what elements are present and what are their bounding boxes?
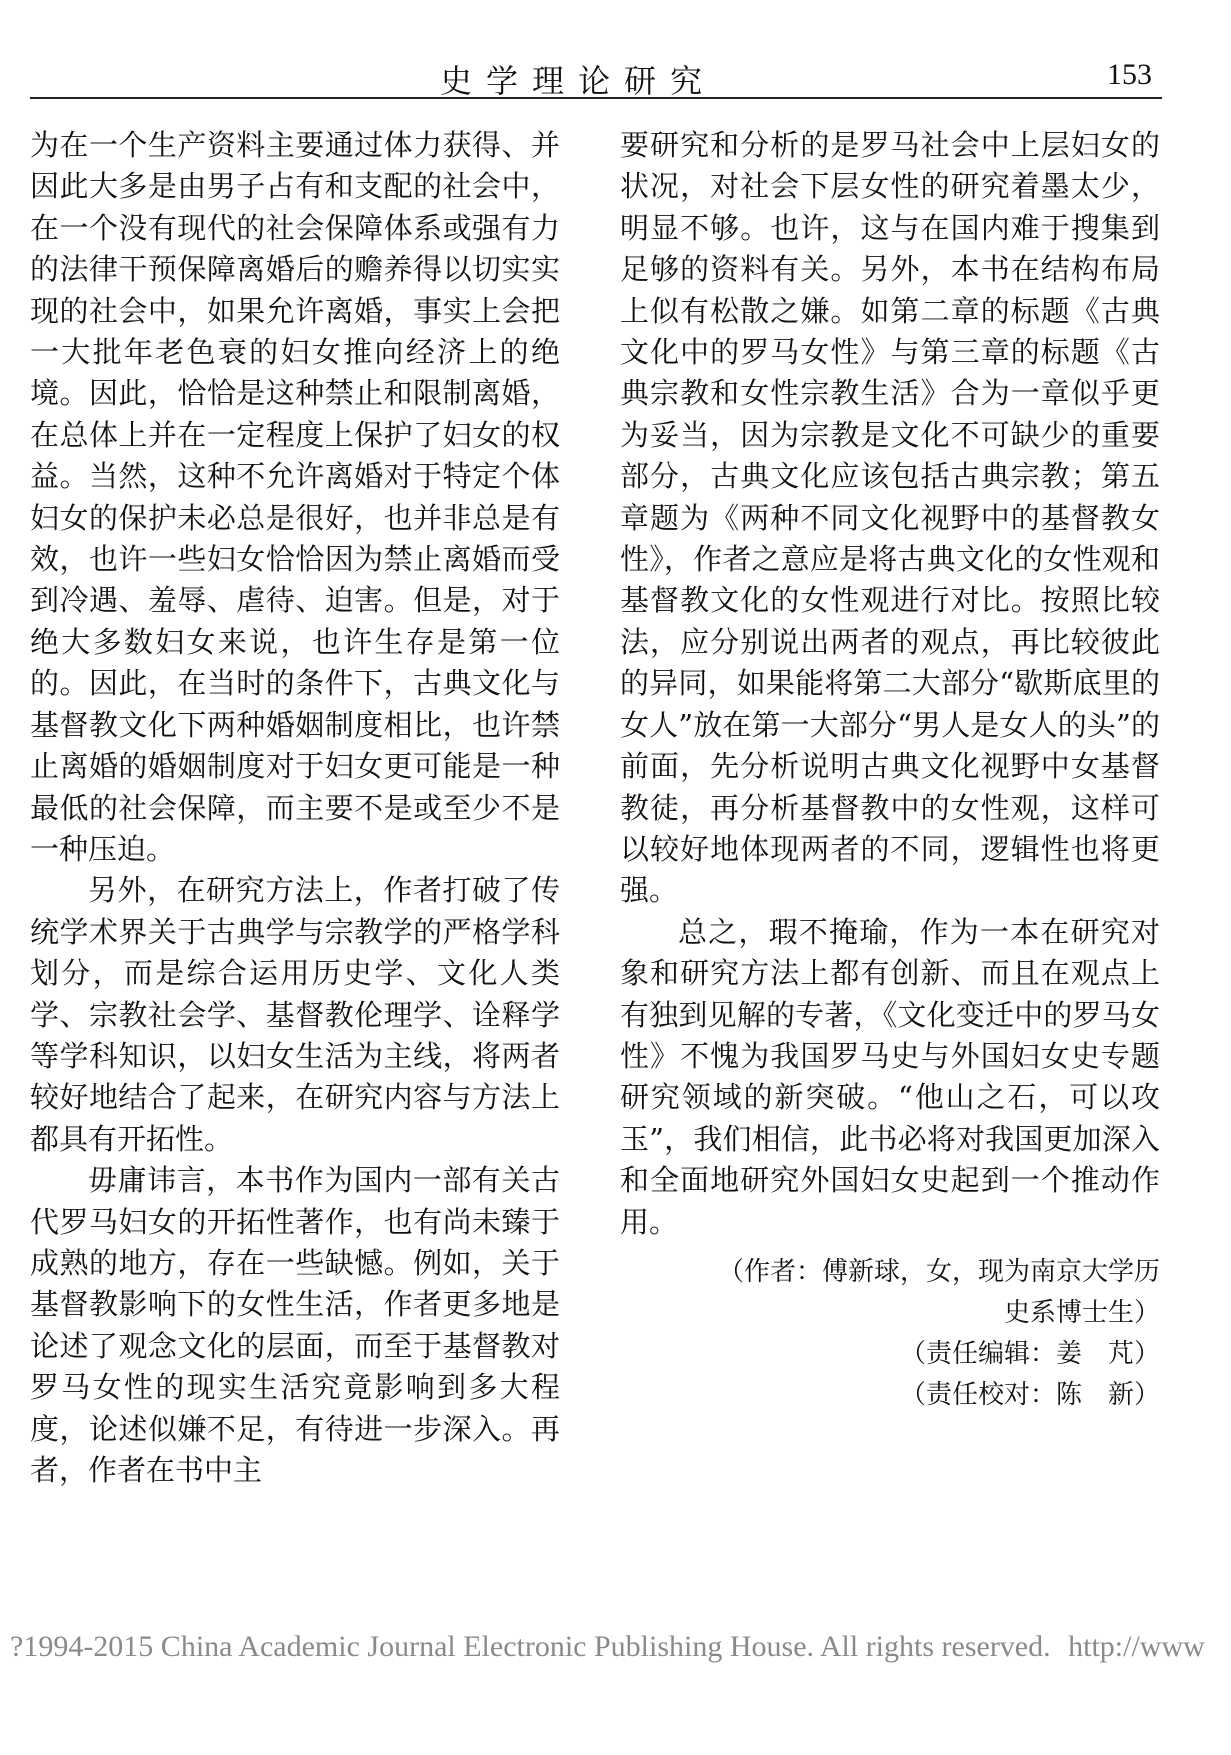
journal-title: 史学理论研究 bbox=[440, 62, 717, 100]
right-column bbox=[620, 125, 1160, 1243]
page-number: 153 bbox=[1107, 58, 1152, 91]
right-paragraph-2: 总之，瑕不掩瑜，作为一本在研究对象和研究方法上都有创新、而且在观点上有独到见解的专著，《文化变迁中的罗马女性》不愧为我国罗马史与外国妇女史专题研究领域的新突破。“他山之石，可以攻玉”，我们相信，此书必将对我国更加深入和全面地研究外国妇女史起到一个推动作用。 bbox=[620, 914, 1160, 1239]
editor-note: （责任编辑：姜 芃） bbox=[899, 1339, 1160, 1369]
proofreader-note: （责任校对：陈 新） bbox=[899, 1380, 1160, 1410]
left-column bbox=[30, 125, 560, 1491]
copyright-footer bbox=[0, 1630, 1231, 1664]
footer-url[interactable]: http://www bbox=[1068, 1630, 1205, 1663]
copyright-text: ?1994-2015 China Academic Journal Electronic Publishing House. All rights reserved. bbox=[10, 1630, 1051, 1663]
left-paragraph-2: 另外，在研究方法上，作者打破了传统学术界关于古典学与宗教学的严格学科划分，而是综合运用历史学、文化人类学、宗教社会学、基督教伦理学、诠释学等学科知识，以妇女生活为主线，将两者较好地结合了起来，在研究内容与方法上都具有开拓性。 bbox=[30, 873, 560, 1156]
page-header bbox=[30, 50, 1162, 99]
left-paragraph-3: 毋庸讳言，本书作为国内一部有关古代罗马妇女的开拓性著作，也有尚未臻于成熟的地方，存在一些缺憾。例如，关于基督教影响下的女性生活，作者更多地是论述了观念文化的层面，而至于基督教对罗马女性的现实生活究竟影响到多大程度，论述似嫌不足，有待进一步深入。再者，作者在书中主 bbox=[30, 1163, 560, 1487]
author-note: （作者：傅新球，女，现为南京大学历史系博士生） bbox=[717, 1257, 1160, 1328]
article-notes bbox=[620, 1252, 1160, 1416]
left-paragraph-1: 为在一个生产资料主要通过体力获得、并因此大多是由男子占有和支配的社会中，在一个没有现代的社会保障体系或强有力的法律干预保障离婚后的赡养得以切实实现的社会中，如果允许离婚，事实上会把一大批年老色衰的妇女推向经济上的绝境。因此，恰恰是这种禁止和限制离婚，在总体上并在一定程度上保护了妇女的权益。当然，这种不允许离婚对于特定个体妇女的保护未必总是很好，也并非总是有效，也许一些妇女恰恰因为禁止离婚而受到冷遇、羞辱、虐待、迫害。但是，对于绝大多数妇女来说，也许生存是第一位的。因此，在当时的条件下，古典文化与基督教文化下两种婚姻制度相比，也许禁止离婚的婚姻制度对于妇女更可能是一种最低的社会保障，而主要不是或至少不是一种压迫。 bbox=[30, 128, 560, 866]
right-paragraph-1: 要研究和分析的是罗马社会中上层妇女的状况，对社会下层女性的研究着墨太少，明显不够。也许，这与在国内难于搜集到足够的资料有关。另外，本书在结构布局上似有松散之嫌。如第二章的标题《古典文化中的罗马女性》与第三章的标题《古典宗教和女性宗教生活》合为一章似乎更为妥当，因为宗教是文化不可缺少的重要部分，古典文化应该包括古典宗教；第五章题为《两种不同文化视野中的基督教女性》，作者之意应是将古典文化的女性观和基督教文化的女性观进行对比。按照比较法，应分别说出两者的观点，再比较彼此的异同，如果能将第二大部分“歇斯底里的女人”放在第一大部分“男人是女人的头”的前面，先分析说明古典文化视野中女基督教徒，再分析基督教中的女性观，这样可以较好地体现两者的不同，逻辑性也将更强。 bbox=[620, 128, 1160, 908]
